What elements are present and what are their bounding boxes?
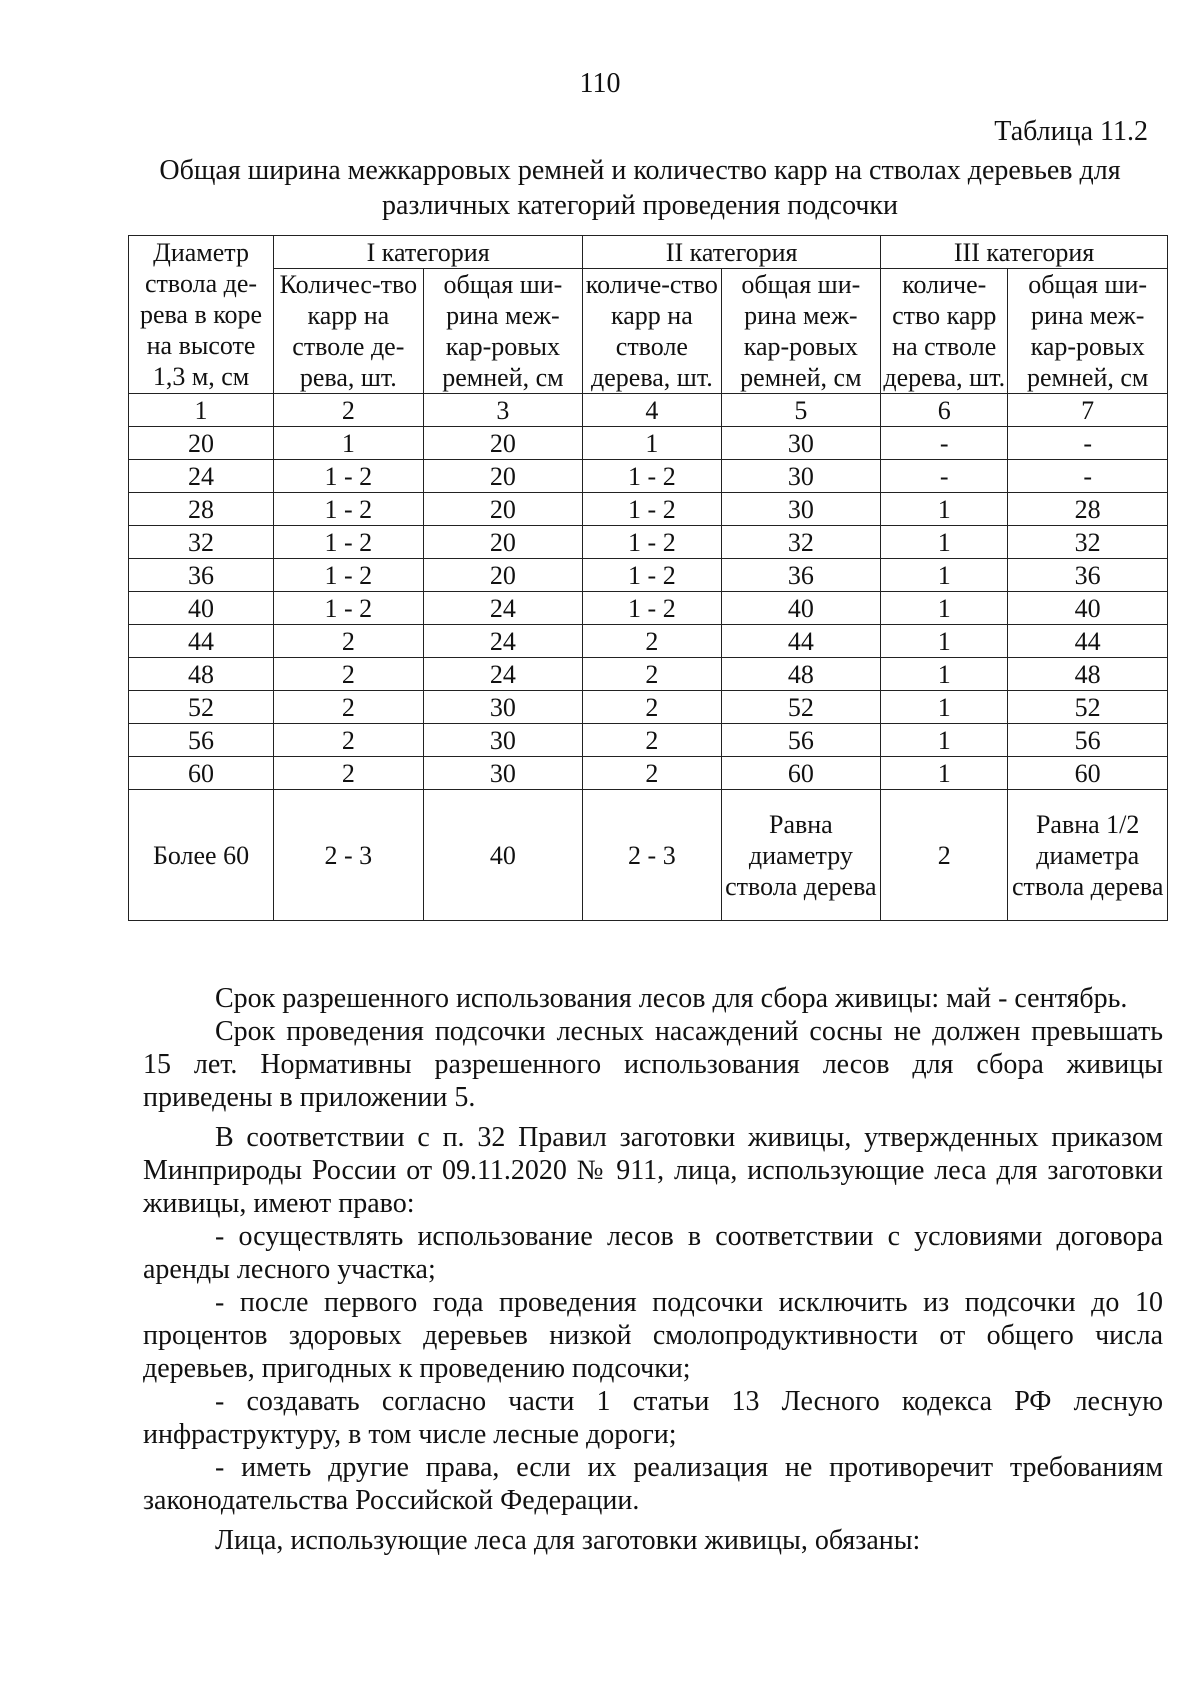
table-cell: 20 bbox=[423, 559, 583, 592]
table-cell: 52 bbox=[1008, 691, 1168, 724]
table-cell: - bbox=[881, 460, 1008, 493]
table-cell: 28 bbox=[129, 493, 274, 526]
table-row-over-60 bbox=[129, 790, 1168, 921]
table-cell: - bbox=[1008, 460, 1168, 493]
table-row bbox=[129, 460, 1168, 493]
paragraph: - иметь другие права, если их реализация не противоречит требованиям законодательства Российской Федерации. bbox=[143, 1452, 1163, 1516]
table-cell: 1 bbox=[881, 526, 1008, 559]
table-cell: 2 bbox=[583, 724, 721, 757]
table-cell: 1 bbox=[583, 427, 721, 460]
table-cell: 1 - 2 bbox=[274, 493, 424, 526]
table-cell: 30 bbox=[423, 757, 583, 790]
table-cell: 56 bbox=[129, 724, 274, 757]
table-title: Общая ширина межкарровых ремней и количество карр на стволах деревьев для различных категорий проведения подсочки bbox=[159, 155, 1121, 221]
table-row bbox=[129, 559, 1168, 592]
table-cell: 2 bbox=[583, 658, 721, 691]
table-body bbox=[129, 394, 1168, 921]
table-row bbox=[129, 592, 1168, 625]
table-cell: 24 bbox=[423, 658, 583, 691]
table-header bbox=[129, 236, 1168, 394]
table-cell: 1 - 2 bbox=[274, 559, 424, 592]
column-number: 6 bbox=[881, 394, 1008, 427]
table-cell: 1 bbox=[881, 757, 1008, 790]
table-cell: 2 bbox=[583, 691, 721, 724]
table-row bbox=[129, 757, 1168, 790]
table-cell: 20 bbox=[423, 460, 583, 493]
table-cell: 1 bbox=[881, 724, 1008, 757]
table-cell: 1 - 2 bbox=[583, 559, 721, 592]
column-number: 7 bbox=[1008, 394, 1168, 427]
table-cell: 60 bbox=[129, 757, 274, 790]
table-row bbox=[129, 625, 1168, 658]
table-cell: Равна диаметру ствола дерева bbox=[721, 790, 881, 921]
paragraph: Срок проведения подсочки лесных насаждений сосны не должен превышать 15 лет. Нормативны разрешенного использования лесов для сбора живицы приведены в приложении 5. bbox=[143, 1016, 1163, 1113]
table-cell: 32 bbox=[721, 526, 881, 559]
paragraph: Срок разрешенного использования лесов для сбора живицы: май - сентябрь. bbox=[215, 983, 1128, 1014]
table-cell: 1 - 2 bbox=[583, 493, 721, 526]
column-number-row bbox=[129, 394, 1168, 427]
table-cell: 1 bbox=[881, 691, 1008, 724]
column-number: 3 bbox=[423, 394, 583, 427]
table-cell: 1 bbox=[881, 625, 1008, 658]
table-cell: Более 60 bbox=[129, 790, 274, 921]
diameter-header: Диаметр ствола де-рева в коре на высоте 1,3 м, см bbox=[129, 236, 274, 394]
column-number: 1 bbox=[129, 394, 274, 427]
table-row bbox=[129, 691, 1168, 724]
table-cell: 48 bbox=[1008, 658, 1168, 691]
table-cell: 32 bbox=[129, 526, 274, 559]
table-cell: 2 bbox=[583, 757, 721, 790]
table-cell: 1 - 2 bbox=[583, 592, 721, 625]
table-cell: 40 bbox=[1008, 592, 1168, 625]
table-cell: 2 - 3 bbox=[583, 790, 721, 921]
subheader-count: Количес-тво карр на стволе де-рева, шт. bbox=[274, 269, 424, 394]
table-cell: 1 bbox=[274, 427, 424, 460]
column-number: 4 bbox=[583, 394, 721, 427]
table-cell: 56 bbox=[721, 724, 881, 757]
table-cell: 28 bbox=[1008, 493, 1168, 526]
table-cell: 1 bbox=[881, 559, 1008, 592]
table-cell: 1 - 2 bbox=[274, 460, 424, 493]
table-cell: 2 bbox=[274, 658, 424, 691]
table-cell: 30 bbox=[721, 460, 881, 493]
table-cell: 52 bbox=[129, 691, 274, 724]
table-cell: 1 bbox=[881, 658, 1008, 691]
table-cell: 1 bbox=[881, 493, 1008, 526]
table-cell: Равна 1/2 диаметра ствола дерева bbox=[1008, 790, 1168, 921]
table-cell: 1 - 2 bbox=[274, 592, 424, 625]
table-cell: 40 bbox=[129, 592, 274, 625]
table-cell: 48 bbox=[129, 658, 274, 691]
table-cell: 2 bbox=[274, 724, 424, 757]
table-cell: 20 bbox=[423, 526, 583, 559]
table-cell: 30 bbox=[721, 427, 881, 460]
table-cell: 36 bbox=[1008, 559, 1168, 592]
paragraph: - создавать согласно части 1 статьи 13 Лесного кодекса РФ лесную инфраструктуру, в том числе лесные дороги; bbox=[143, 1386, 1163, 1450]
table-cell: 56 bbox=[1008, 724, 1168, 757]
table-cell: 20 bbox=[423, 427, 583, 460]
table-cell: 1 - 2 bbox=[583, 460, 721, 493]
table-cell: 1 - 2 bbox=[583, 526, 721, 559]
paragraph: В соответствии с п. 32 Правил заготовки живицы, утвержденных приказом Минприроды России от 09.11.2020 № 911, лица, использующие леса для заготовки живицы, имеют право: bbox=[143, 1122, 1163, 1219]
table-cell: 44 bbox=[129, 625, 274, 658]
paragraph: - осуществлять использование лесов в соответствии с условиями договора аренды лесного участка; bbox=[143, 1221, 1163, 1285]
table-cell: 24 bbox=[423, 592, 583, 625]
table-cell: 1 - 2 bbox=[274, 526, 424, 559]
table-cell: 24 bbox=[423, 625, 583, 658]
table-cell: 1 bbox=[881, 592, 1008, 625]
table-cell: 30 bbox=[721, 493, 881, 526]
table-cell: 32 bbox=[1008, 526, 1168, 559]
data-table bbox=[128, 235, 1168, 921]
table-cell: 60 bbox=[1008, 757, 1168, 790]
table-cell: - bbox=[1008, 427, 1168, 460]
table-cell: 30 bbox=[423, 691, 583, 724]
table-row bbox=[129, 427, 1168, 460]
table-cell: 52 bbox=[721, 691, 881, 724]
table-cell: 30 bbox=[423, 724, 583, 757]
table-row bbox=[129, 493, 1168, 526]
table-row bbox=[129, 724, 1168, 757]
subheader-width: общая ши-рина меж-кар-ровых ремней, см bbox=[1008, 269, 1168, 394]
table-cell: 2 bbox=[881, 790, 1008, 921]
table-row bbox=[129, 526, 1168, 559]
table-label: Таблица 11.2 bbox=[994, 116, 1148, 147]
table-row bbox=[129, 658, 1168, 691]
column-number: 2 bbox=[274, 394, 424, 427]
table-cell: 36 bbox=[721, 559, 881, 592]
table-cell: 2 bbox=[274, 757, 424, 790]
table-cell: 44 bbox=[721, 625, 881, 658]
subheader-count: количе-ство карр на стволе дерева, шт. bbox=[881, 269, 1008, 394]
table-cell: 24 bbox=[129, 460, 274, 493]
table-cell: 2 bbox=[274, 625, 424, 658]
subheader-width: общая ши-рина меж-кар-ровых ремней, см bbox=[721, 269, 881, 394]
table-cell: 2 bbox=[274, 691, 424, 724]
table-cell: 20 bbox=[423, 493, 583, 526]
subheader-count: количе-ство карр на стволе дерева, шт. bbox=[583, 269, 721, 394]
table-cell: 44 bbox=[1008, 625, 1168, 658]
category-2-header: II категория bbox=[583, 236, 881, 269]
subheader-width: общая ши-рина меж-кар-ровых ремней, см bbox=[423, 269, 583, 394]
page-number: 110 bbox=[579, 68, 621, 99]
paragraph: Лица, использующие леса для заготовки живицы, обязаны: bbox=[215, 1525, 921, 1556]
category-3-header: III категория bbox=[881, 236, 1168, 269]
table-cell: 40 bbox=[721, 592, 881, 625]
column-number: 5 bbox=[721, 394, 881, 427]
category-1-header: I категория bbox=[274, 236, 583, 269]
table-cell: 40 bbox=[423, 790, 583, 921]
body-text bbox=[143, 982, 1163, 1557]
table-cell: 2 bbox=[583, 625, 721, 658]
table-cell: - bbox=[881, 427, 1008, 460]
table-cell: 20 bbox=[129, 427, 274, 460]
table-cell: 60 bbox=[721, 757, 881, 790]
paragraph: - после первого года проведения подсочки исключить из подсочки до 10 процентов здоровых деревьев низкой смолопродуктивности от общего числа деревьев, пригодных к проведению подсочки; bbox=[143, 1287, 1163, 1384]
table-cell: 48 bbox=[721, 658, 881, 691]
table-cell: 36 bbox=[129, 559, 274, 592]
table-cell: 2 - 3 bbox=[274, 790, 424, 921]
